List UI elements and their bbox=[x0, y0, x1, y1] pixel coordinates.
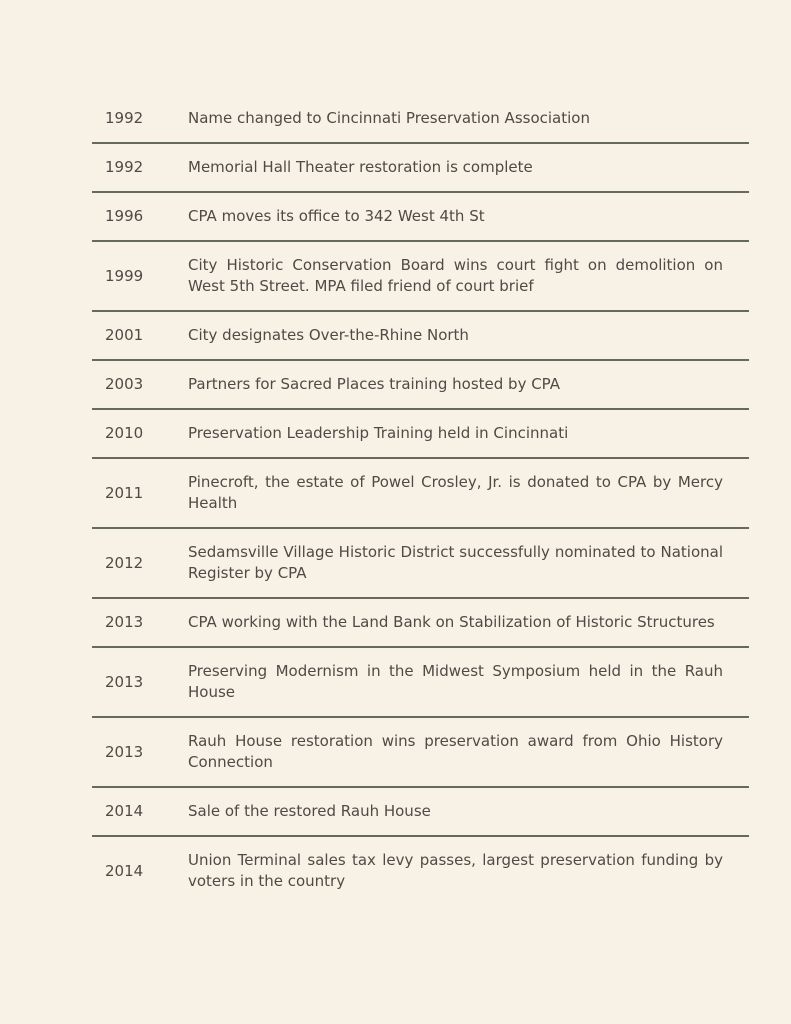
timeline-row bbox=[92, 312, 749, 361]
timeline-row bbox=[92, 95, 749, 144]
timeline-year: 2014 bbox=[105, 802, 144, 820]
timeline-event: Preservation Leadership Training held in Cincinnati bbox=[188, 424, 569, 442]
timeline-row bbox=[92, 410, 749, 459]
timeline-event: City designates Over-the-Rhine North bbox=[188, 326, 469, 344]
timeline-row bbox=[92, 648, 749, 718]
timeline-year: 2013 bbox=[105, 742, 144, 761]
timeline-row bbox=[92, 718, 749, 788]
timeline-table bbox=[92, 0, 749, 905]
timeline-year: 2012 bbox=[105, 553, 144, 572]
timeline-event: Name changed to Cincinnati Preservation Association bbox=[188, 109, 590, 127]
timeline-year: 2010 bbox=[105, 424, 144, 442]
timeline-year: 2013 bbox=[105, 613, 144, 631]
timeline-event: Union Terminal sales tax levy passes, largest preservation funding by voters in the country bbox=[188, 851, 723, 890]
timeline-year: 2011 bbox=[105, 483, 144, 502]
timeline-event: Memorial Hall Theater restoration is complete bbox=[188, 158, 533, 176]
timeline-year: 2014 bbox=[105, 861, 144, 880]
timeline-year: 2001 bbox=[105, 326, 144, 344]
timeline-row bbox=[92, 361, 749, 410]
timeline-year: 1992 bbox=[105, 109, 144, 127]
timeline-row bbox=[92, 459, 749, 529]
timeline-year: 1992 bbox=[105, 158, 144, 176]
timeline-row bbox=[92, 529, 749, 599]
timeline-event: CPA working with the Land Bank on Stabilization of Historic Structures bbox=[188, 613, 715, 631]
timeline-event: Sale of the restored Rauh House bbox=[188, 802, 431, 820]
timeline-year: 1996 bbox=[105, 207, 144, 225]
timeline-event: CPA moves its office to 342 West 4th St bbox=[188, 207, 485, 225]
timeline-event: Partners for Sacred Places training hosted by CPA bbox=[188, 375, 561, 393]
timeline-event: Preserving Modernism in the Midwest Symposium held in the Rauh House bbox=[188, 662, 723, 701]
timeline-row bbox=[92, 788, 749, 837]
timeline-row bbox=[92, 144, 749, 193]
timeline-year: 2003 bbox=[105, 375, 144, 393]
timeline-year: 1999 bbox=[105, 266, 144, 285]
timeline-row bbox=[92, 599, 749, 648]
timeline-event: City Historic Conservation Board wins court fight on demolition on West 5th Street. MPA filed friend of court brief bbox=[188, 256, 723, 295]
timeline-event: Pinecroft, the estate of Powel Crosley, Jr. is donated to CPA by Mercy Health bbox=[188, 473, 723, 512]
timeline-event: Rauh House restoration wins preservation award from Ohio History Connection bbox=[188, 732, 723, 771]
timeline-event: Sedamsville Village Historic District successfully nominated to National Register by CPA bbox=[188, 543, 723, 582]
timeline-row bbox=[92, 242, 749, 312]
timeline-year: 2013 bbox=[105, 672, 144, 691]
timeline-row bbox=[92, 193, 749, 242]
timeline-row bbox=[92, 837, 749, 905]
